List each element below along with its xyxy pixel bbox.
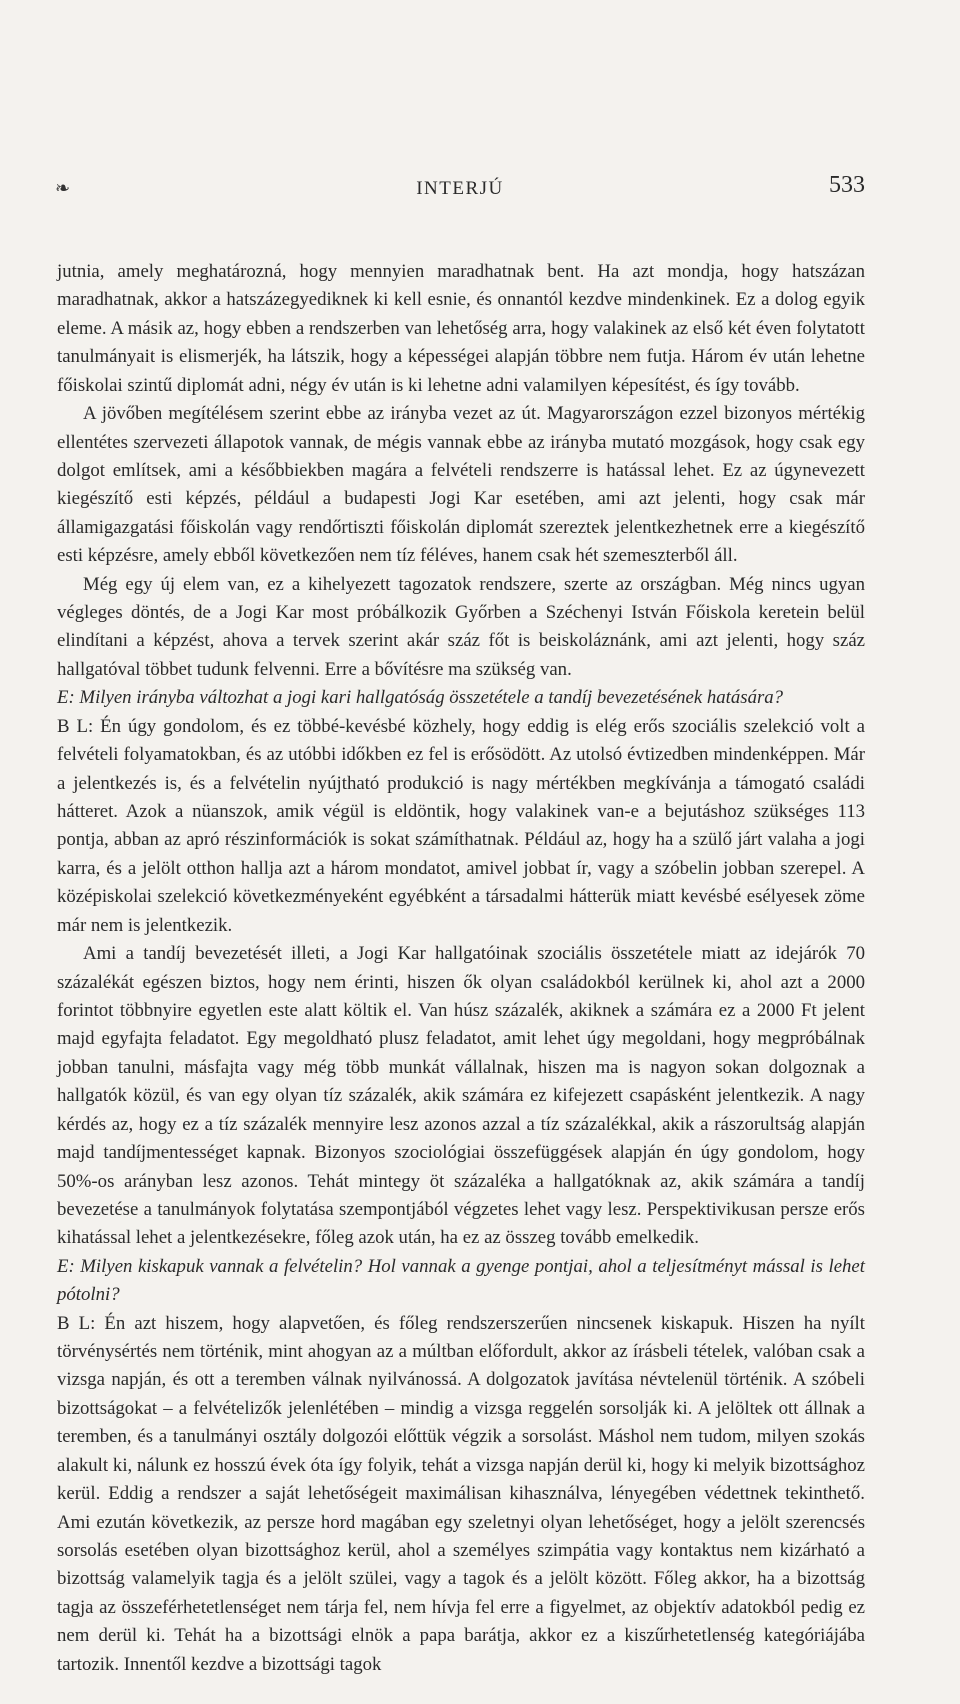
interviewee-answer: B L: Én azt hiszem, hogy alapvetően, és főleg rendszerszerűen nincsenek kiskapuk. Hiszen ha nyílt törvénysértés nem történik, mint ahogyan az a múltban előfordult, akkor az írásbeli tételek, valóban csak a vizsga napján, és ott a teremben válnak nyilvánossá. A dolgozatok javítása névtelenül történik. A szóbeli bizottságokat – a felvételizők jelenlétében – mindig a vizsga reggelén sorsolják ki. A jelöltek ott állnak a teremben, és a tanulmányi osztály dolgozói előttük végzik a sorsolást. Máshol nem tudom, milyen szokás alakult ki, nálunk ez hosszú évek óta így folyik, tehát a vizsga napján derül ki, hogy ki melyik bizottsághoz kerül. Eddig a rendszer a saját lehetőségeit maximálisan kihasználva, lényegében védettnek tekinthető. Ami ezután következik, az persze hord magában egy szeletnyi olyan lehetőséget, hogy a jelölt szerencsés sorsolás esetében olyan bizottsághoz kerül, ahol a személyes szimpátia vagy kontaktus nem kizárható a bizottság valamelyik tagja és a jelölt szülei, vagy a tagok és a jelölt között. Főleg akkor, ha a bizottság tagja az összeférhetetlenséget nem tárja fel, nem hívja fel erre a figyelmet, az objektív adatokból pedig ez nem derül ki. Tehát ha a bizottsági elnök a papa barátja, akkor ez a kiszűrhetetlenség kategóriájába tartozik. Innentől kezdve a bizottsági tagok: [57, 1312, 865, 1675]
paragraph: Ami a tandíj bevezetését illeti, a Jogi Kar hallgatóinak szociális összetétele miatt az idejárók 70 százalékát egészen biztos, hogy nem érinti, hiszen ők olyan családokból kerülnek ki, ahol azt a 2000 forintot többnyire egyetlen este alatt költik el. Van húsz százalék, akiknek a számára ez a 2000 Ft jelent majd egyfajta feladatot. Egy megoldható plusz feladatot, amit lehet úgy megoldani, hogy megpróbálnak jobban tanulni, másfajta vagy még több munkát vállalnak, hiszen ma is nagyon sokan dolgoznak a hallgatók közül, és van egy olyan tíz százalék, akik számára ez kifejezett csapásként jelentkezik. A nagy kérdés az, hogy ez a tíz százalék mennyire lesz azonos azzal a tíz százalékkal, akik a rászorultság alapján majd tandíjmentességet kapnak. Bizonyos szociológiai összefüggések alapján én úgy gondolom, hogy 50%-os arányban lesz azonos. Tehát mintegy öt százaléka a hallgatóknak az, akik számára a tandíj bevezetése a tanulmányok folytatása szempontjából végzetes lehet vagy lesz. Perspektivikusan persze erős kihatással lehet a jelentkezésekre, főleg azok után, ha ez az összeg tovább emelkedik.: [57, 943, 865, 1249]
interviewee-answer: B L: Én úgy gondolom, és ez többé-kevésbé közhely, hogy eddig is elég erős szociális szelekció volt a felvételi folyamatokban, és az utóbbi időkben ez fel is erősödött. Az utolsó évtizedben mindenképpen. Már a jelentkezés is, és a felvételin nyújtható produkció is nagy mértékben megkívánja a támogató családi hátteret. Azok a nüanszok, amik végül is eldöntik, hogy valakinek van-e a bejutáshoz szükséges 113 pontja, abban az apró részinformációk is sokat számíthatnak. Például az, hogy ha a szülő járt valaha a jogi karra, és a jelölt otthon hallja azt a három mondatot, amivel jobbat ír, vagy a szóbelin jobban szerepel. A középiskolai szelekció következményeként egyébként a társadalmi hátterük miatt kevésbé esélyesek zöme már nem is jelentkezik.: [57, 715, 865, 936]
page-number: 533: [829, 172, 865, 198]
paragraph: jutnia, amely meghatározná, hogy mennyien maradhatnak bent. Ha azt mondja, hogy hatszázan maradhatnak, akkor a hatszázegyediknek ki kell esnie, és onnantól kezdve mindenkinek. Ez a dolog egyik eleme. A másik az, hogy ebben a rendszerben van lehetőség arra, hogy valakinek az első két éven folytatott tanulmányait is elismerjék, ha látszik, hogy a képességei alapján többre nem futja. Három év után lehetne főiskolai szintű diplomát adni, négy év után is ki lehetne adni valamilyen képesítést, és így tovább.: [57, 261, 865, 396]
paragraph: Még egy új elem van, ez a kihelyezett tagozatok rendszere, szerte az országban. Még nincs ugyan végleges döntés, de a Jogi Kar most próbálkozik Győrben a Széchenyi István Főiskola keretein belül elindítani a képzést, ahova a tervek szerint akár száz főt is beiskoláznánk, ami azt jelenti, hogy száz hallgatóval többet tudunk felvenni. Erre a bővítésre ma szükség van.: [57, 573, 865, 680]
body-text: [57, 258, 865, 1679]
interviewer-question: E: Milyen irányba változhat a jogi kari hallgatóság összetétele a tandíj bevezetésének hatására?: [57, 687, 784, 709]
paragraph: A jövőben megítélésem szerint ebbe az irányba vezet az út. Magyarországon ezzel bizonyos mértékig ellentétes szervezeti állapotok vannak, de mégis vannak ebbe az irányba mutató mozgások, hogy csak egy dolgot említsek, ami a későbbiekben magára a felvételi rendszerre is hatással lehet. Ez az úgynevezett kiegészítő esti képzés, például a budapesti Jogi Kar esetében, ami azt jelenti, hogy csak már államigazgatási főiskolán vagy rendőrtiszti főiskolán diplomát szereztek jelentkezhetnek erre a kiegészítő esti képzésre, amely ebből következően nem tíz féléves, hanem csak hét szemeszterből áll.: [57, 403, 865, 567]
running-title: INTERJÚ: [416, 178, 504, 199]
leaf-ornament-icon: ❧: [55, 178, 71, 198]
interviewer-question: E: Milyen kiskapuk vannak a felvételin? Hol vannak a gyenge pontjai, ahol a teljesítményt mással is lehet pótolni?: [57, 1255, 865, 1306]
page-header: [55, 170, 865, 210]
